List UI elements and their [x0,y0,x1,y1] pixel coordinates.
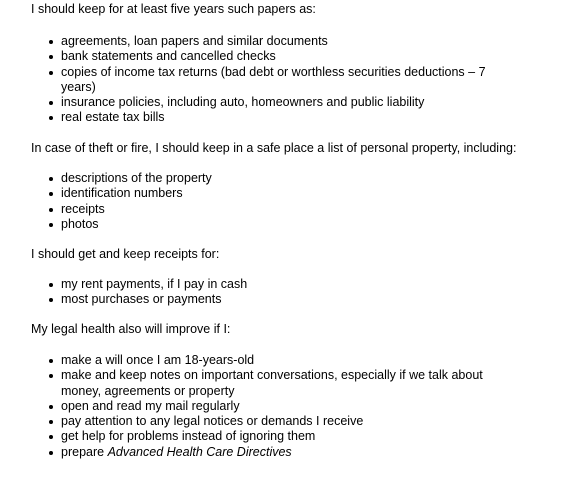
list-item: bank statements and cancelled checks [49,49,529,64]
list-item: most purchases or payments [49,292,529,307]
bullet-list [49,34,529,126]
list-item: descriptions of the property [49,171,529,186]
list-item: make and keep notes on important conversations, especially if we talk about money, agreements or property [49,368,509,399]
list-item: make a will once I am 18-years-old [49,353,529,368]
list-item: get help for problems instead of ignoring them [49,429,529,444]
item-italic-text: Advanced Health Care Directives [107,444,292,459]
list-item: copies of income tax returns (bad debt or worthless securities deductions – 7 years) [49,65,509,96]
section-intro: My legal health also will improve if I: [31,322,231,336]
list-item: agreements, loan papers and similar documents [49,34,529,49]
section-intro: I should get and keep receipts for: [31,247,220,261]
section-intro: I should keep for at least five years such papers as: [31,2,316,16]
section-intro: In case of theft or fire, I should keep in a safe place a list of personal property, including: [31,141,517,155]
list-item: receipts [49,202,529,217]
list-item: insurance policies, including auto, homeowners and public liability [49,95,529,110]
bullet-list [49,353,529,460]
item-text: prepare [61,444,108,459]
list-item: pay attention to any legal notices or demands I receive [49,414,529,429]
list-item: identification numbers [49,186,529,201]
bullet-list [49,277,529,308]
list-item: real estate tax bills [49,110,529,125]
list-item: open and read my mail regularly [49,399,529,414]
list-item [49,445,529,460]
list-item: photos [49,217,529,232]
bullet-list [49,171,529,232]
list-item: my rent payments, if I pay in cash [49,277,529,292]
